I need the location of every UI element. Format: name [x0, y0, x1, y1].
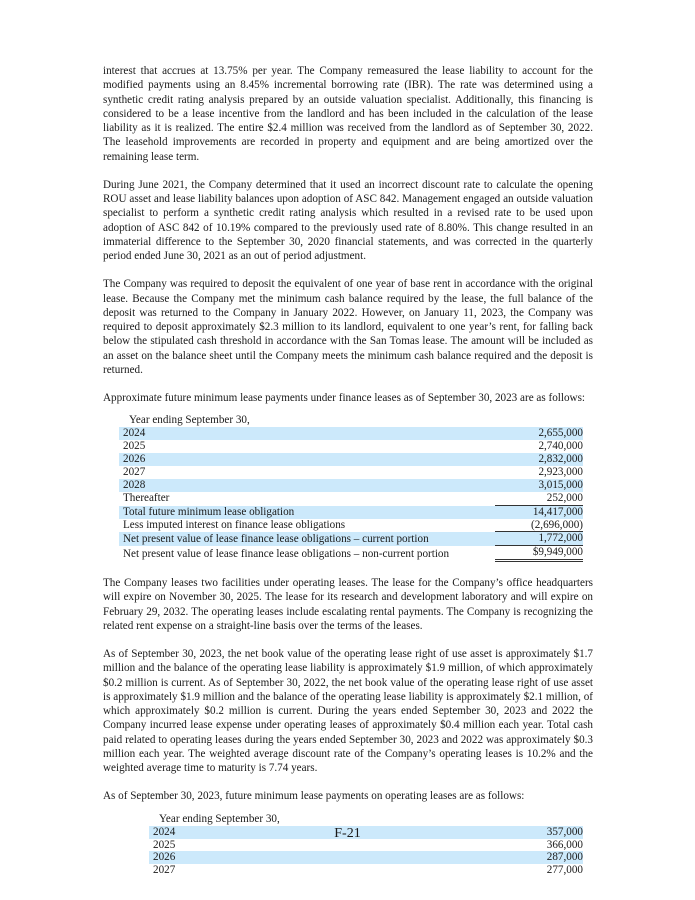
- row-value: 287,000: [546, 851, 583, 864]
- paragraph-operating-leases: The Company leases two facilities under operating leases. The lease for the Company’s office headquarters will expire on November 30, 2025. The lease for its research and development laboratory and will expire on February 29, 2032. The operating leases include escalating rental payments. The Company is recognizing the related rent expense on a straight-line basis over the terms of the leases.: [103, 577, 593, 632]
- row-label: Less imputed interest on finance lease obligations: [123, 519, 346, 531]
- paragraph-discount-rate-correction: During June 2021, the Company determined that it used an incorrect discount rate to calculate the opening ROU asset and lease liability balances upon adoption of ASC 842. Management engaged an outside valuation specialist to perform a synthetic credit rating analysis which resulted in a revised rate to be used upon adoption of ASC 842 of 10.19% compared to the previously used rate of 8.80%. This change resulted in an immaterial difference to the September 30, 2020 financial statements, and was corrected in the quarterly period ended June 30, 2021 as an out of period adjustment.: [103, 178, 593, 262]
- row-label: 2026: [149, 851, 477, 864]
- row-label: 2024: [119, 427, 482, 440]
- operating-lease-table: [149, 813, 583, 878]
- row-value: 1,772,000: [495, 532, 583, 546]
- paragraph-operating-lease-intro: As of September 30, 2023, future minimum lease payments on operating leases are as follows:: [103, 790, 525, 803]
- document-page: [103, 64, 593, 877]
- paragraph-finance-lease-intro: Approximate future minimum lease payments under finance leases as of September 30, 2023 are as follows:: [103, 392, 586, 404]
- table-row: [119, 427, 583, 440]
- row-value: $9,949,000: [495, 546, 583, 562]
- row-value: 2,655,000: [538, 427, 583, 440]
- row-label: 2028: [119, 479, 482, 492]
- row-label: Thereafter: [123, 492, 170, 505]
- table-header: Year ending September 30,: [159, 812, 280, 825]
- row-label: 2025: [123, 440, 146, 453]
- table-row: [119, 532, 583, 546]
- row-value: 2,832,000: [538, 452, 583, 465]
- row-label: 2027: [123, 465, 146, 478]
- row-value: 277,000: [546, 864, 583, 877]
- row-value: 252,000: [495, 492, 583, 506]
- finance-lease-table: [119, 414, 583, 562]
- row-label: 2027: [153, 864, 176, 877]
- table-header-row: [119, 414, 583, 427]
- row-value: 2,923,000: [538, 465, 583, 478]
- table-row-final: [119, 546, 583, 562]
- row-value: 3,015,000: [538, 478, 583, 491]
- table-row: [119, 453, 583, 466]
- row-value: 14,417,000: [532, 505, 583, 518]
- row-label: 2024: [149, 826, 477, 839]
- page-number: F-21: [334, 826, 361, 841]
- row-label: Net present value of lease finance lease obligations – current portion: [119, 532, 482, 546]
- paragraph-operating-lease-balances: As of September 30, 2023, the net book value of the operating lease right of use asset is approximately $1.7 million and the balance of the operating lease liability is approximately $1.9 million, of which approximately $0.2 million is current. As of September 30, 2022, the net book value of the operating lease right of use asset is approximately $1.9 million and the balance of the operating lease liability is approximately $2.1 million, of which approximately $0.2 million is current. During the years ended September 30, 2023 and 2022 the Company incurred lease expense under operating leases of approximately $0.4 million each year. Total cash paid related to operating leases during the years ended September 30, 2023 and 2022 was approximately $0.3 million each year. The weighted average discount rate of the Company’s operating leases is 10.2% and the weighted average time to maturity is 7.74 years.: [103, 648, 593, 775]
- row-value: 357,000: [546, 825, 583, 838]
- row-value: (2,696,000): [495, 519, 583, 533]
- table-row: [119, 519, 583, 533]
- table-row: [119, 492, 583, 506]
- paragraph-security-deposit: The Company was required to deposit the equivalent of one year of base rent in accordance with the original lease. Because the Company met the minimum cash balance required by the lease, the full balance of the deposit was returned to the Company in January 2022. However, on January 11, 2023, the Company was required to deposit approximately $2.3 million to its landlord, equivalent to one year’s rent, for falling back below the stipulated cash threshold in accordance with the San Tomas lease. The amount will be included as an asset on the balance sheet until the Company meets the minimum cash balance required and the deposit is returned.: [103, 278, 593, 376]
- row-value: 2,740,000: [538, 440, 583, 453]
- table-row: [149, 864, 583, 877]
- paragraph-lease-remeasurement: interest that accrues at 13.75% per year. The Company remeasured the lease liability to account for the modified payments using an 8.45% incremental borrowing rate (IBR). The rate was determined using a synthetic credit rating analysis prepared by an outside valuation specialist. Additionally, this financing is considered to be a lease incentive from the landlord and has been included in the calculation of the lease liability as it is realized. The entire $2.4 million was received from the landlord as of September 30, 2022. The leasehold improvements are recorded in property and equipment and are being amortized over the remaining lease term.: [103, 65, 593, 163]
- row-value: 366,000: [546, 838, 583, 851]
- row-label: 2026: [119, 453, 482, 466]
- table-row: [119, 466, 583, 479]
- row-label: Total future minimum lease obligation: [119, 506, 482, 519]
- table-row: [119, 440, 583, 453]
- table-header-row: [149, 813, 583, 826]
- table-row-total: [119, 506, 583, 519]
- row-label: 2025: [153, 838, 176, 851]
- table-row: [119, 479, 583, 492]
- table-header: Year ending September 30,: [129, 414, 250, 427]
- table-row: [149, 851, 583, 864]
- row-label: Net present value of lease finance lease obligations – non-current portion: [123, 547, 450, 560]
